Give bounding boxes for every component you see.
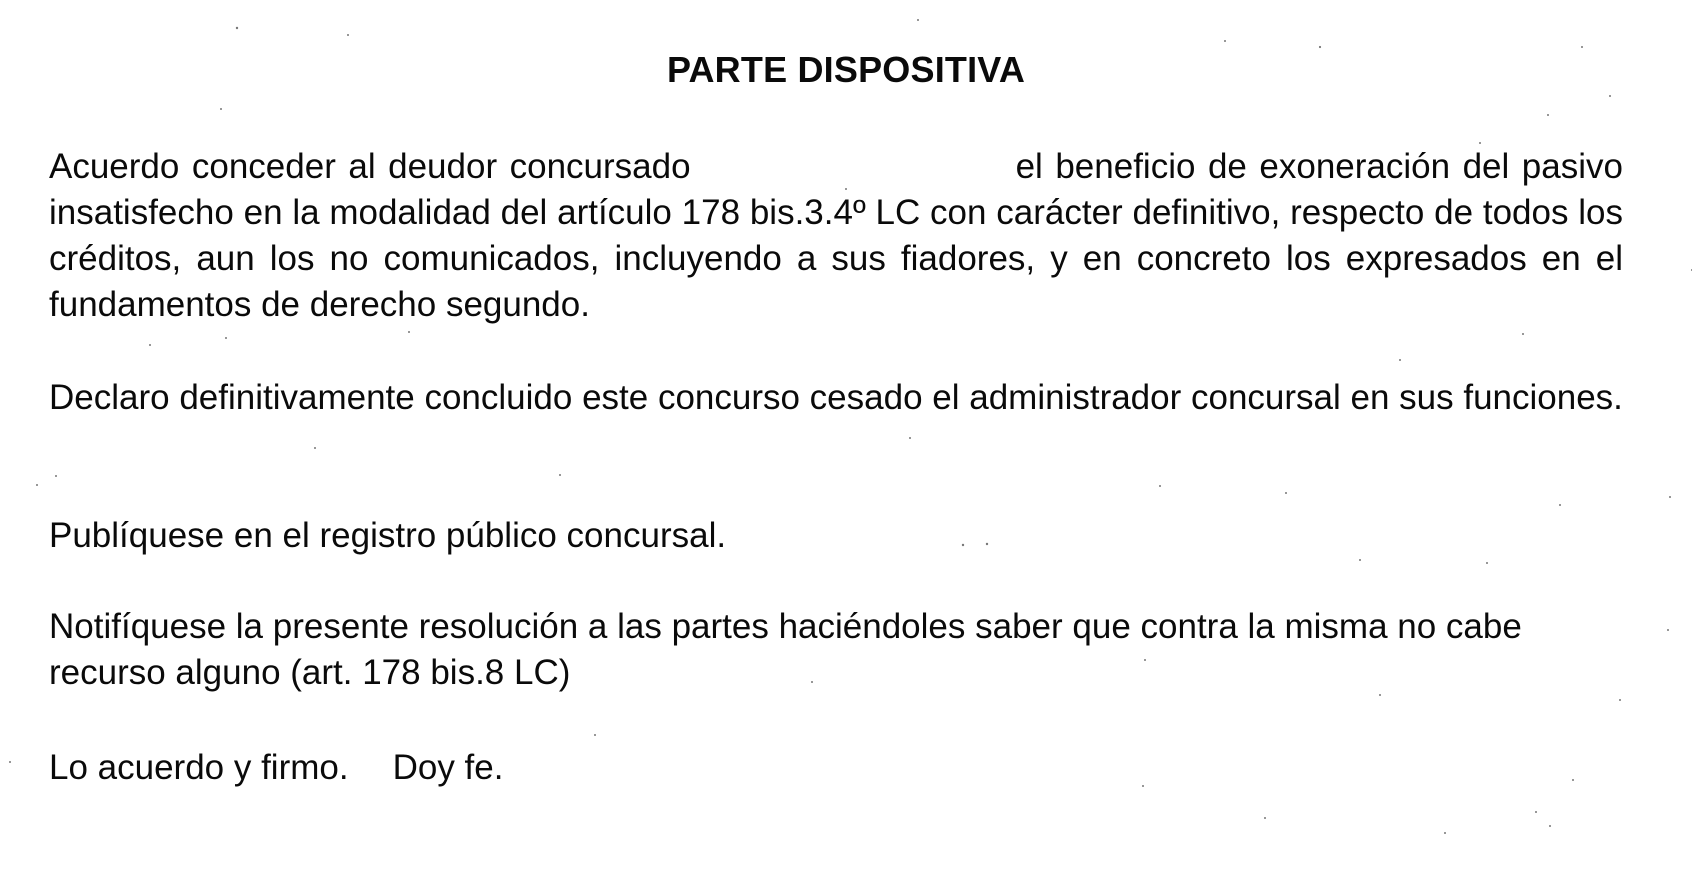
paragraph-conclusion: Declaro definitivamente concluido este concurso cesado el administrador concursal en sus funciones.: [49, 378, 1623, 417]
closing-agreement: Lo acuerdo y firmo.: [49, 748, 349, 787]
paragraph-publication: Publíquese en el registro público concursal.: [49, 516, 727, 555]
closing-attestation: Doy fe.: [392, 748, 504, 787]
document-title: PARTE DISPOSITIVA: [666, 49, 1026, 90]
paragraph-exoneration-start: Acuerdo conceder al deudor concursado: [49, 147, 691, 186]
paragraph-exoneration-rest: el beneficio de exoneración del pasivo insatisfecho en la modalidad del artículo 178 bis.3.4º LC con carácter definitivo, respecto de todos los créditos, aun los no comunicados, incluyendo a sus fiadores, y en concreto los expresados en el fundamentos de derecho segundo.: [49, 147, 1623, 324]
paragraph-notification: Notifíquese la presente resolución a las partes haciéndoles saber que contra la misma no cabe recurso alguno (art. 178 bis.8 LC): [49, 607, 1522, 692]
